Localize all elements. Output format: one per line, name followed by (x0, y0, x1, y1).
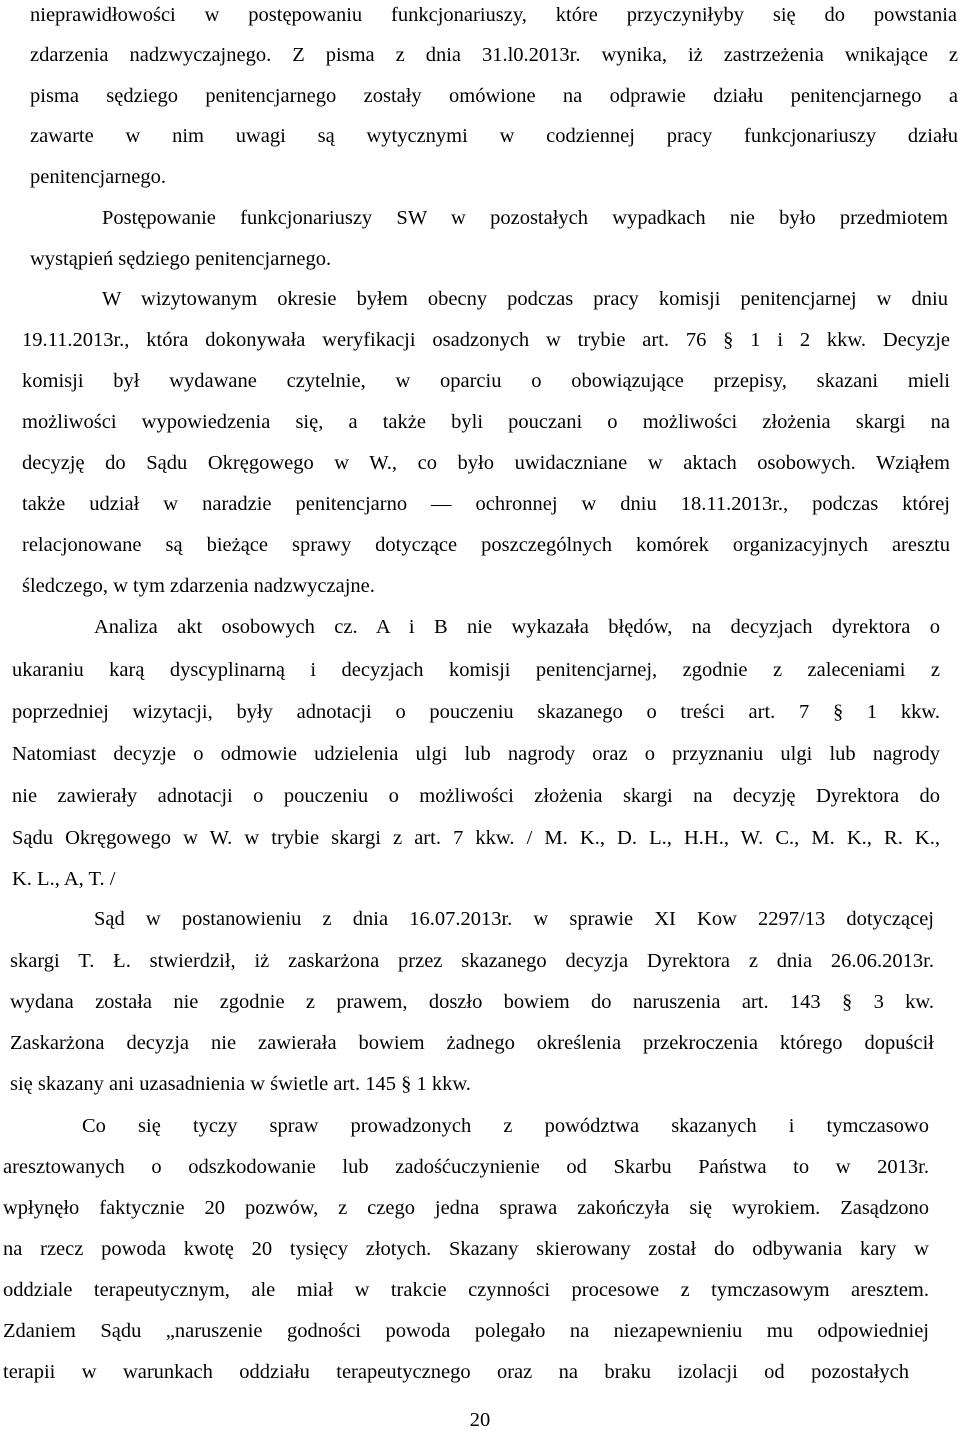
text-line: śledczego, w tym zdarzenia nadzwyczajne. (22, 575, 375, 597)
text-line: wydana została nie zgodnie z prawem, doszło bowiem do naruszenia art. 143 § 3 kw. (10, 991, 934, 1013)
text-line: nieprawidłowości w postępowaniu funkcjonariuszy, które przyczyniłyby się do powstania (30, 4, 957, 26)
text-line: Sądu Okręgowego w W. w trybie skargi z art. 7 kkw. / M. K., D. L., H.H., W. C., M. K., R. K., (12, 827, 940, 849)
text-line: 19.11.2013r., która dokonywała weryfikacji osadzonych w trybie art. 76 § 1 i 2 kkw. Decyzje (22, 329, 950, 351)
text-line: wystąpień sędziego penitencjarnego. (30, 248, 332, 270)
text-line: relacjonowane są bieżące sprawy dotyczące poszczególnych komórek organizacyjnych aresztu (22, 534, 950, 556)
text-line: zawarte w nim uwagi są wytycznymi w codziennej pracy funkcjonariuszy działu (30, 125, 958, 147)
text-line: się skazany ani uzasadnienia w świetle art. 145 § 1 kkw. (10, 1073, 471, 1095)
text-line: pisma sędziego penitencjarnego zostały omówione na odprawie działu penitencjarnego a (30, 85, 958, 107)
text-line: komisji był wydawane czytelnie, w oparciu o obowiązujące przepisy, skazani mieli (22, 370, 950, 392)
text-line: Zdaniem Sądu „naruszenie godności powoda polegało na niezapewnieniu mu odpowiedniej (3, 1320, 929, 1342)
text-line: K. L., A, T. / (12, 868, 116, 890)
text-line: Natomiast decyzje o odmowie udzielenia ulgi lub nagrody oraz o przyznaniu ulgi lub nagrody (12, 743, 940, 765)
text-line: penitencjarnego. (30, 166, 167, 188)
text-line: możliwości wypowiedzenia się, a także byli pouczani o możliwości złożenia skargi na (22, 411, 950, 433)
text-line: terapii w warunkach oddziału terapeutycznego oraz na braku izolacji od pozostałych (3, 1361, 909, 1383)
text-line: poprzedniej wizytacji, były adnotacji o pouczeniu skazanego o treści art. 7 § 1 kkw. (12, 701, 940, 723)
text-line: Co się tyczy spraw prowadzonych z powództwa skazanych i tymczasowo (82, 1115, 929, 1137)
text-line: także udział w naradzie penitencjarno — ochronnej w dniu 18.11.2013r., podczas której (22, 493, 950, 515)
text-line: skargi T. Ł. stwierdził, iż zaskarżona przez skazanego decyzja Dyrektora z dnia 26.06.2013r. (10, 950, 934, 972)
text-line: ukaraniu karą dyscyplinarną i decyzjach komisji penitencjarnej, zgodnie z zaleceniami z (12, 659, 940, 681)
text-line: oddziale terapeutycznym, ale miał w trakcie czynności procesowe z tymczasowym aresztem. (3, 1279, 929, 1301)
text-line: Zaskarżona decyzja nie zawierała bowiem żadnego określenia przekroczenia którego dopuścił (10, 1032, 934, 1054)
text-line: zdarzenia nadzwyczajnego. Z pisma z dnia 31.l0.2013r. wynika, iż zastrzeżenia wnikające z (30, 44, 958, 66)
text-line: nie zawierały adnotacji o pouczeniu o możliwości złożenia skargi na decyzję Dyrektora do (12, 785, 940, 807)
text-line: Analiza akt osobowych cz. A i B nie wykazała błędów, na decyzjach dyrektora o (94, 616, 940, 638)
text-line: W wizytowanym okresie byłem obecny podczas pracy komisji penitencjarnej w dniu (102, 288, 948, 310)
text-line: Postępowanie funkcjonariuszy SW w pozostałych wypadkach nie było przedmiotem (102, 207, 948, 229)
page-number: 20 (469, 1409, 491, 1431)
text-line: na rzecz powoda kwotę 20 tysięcy złotych. Skazany skierowany został do odbywania kary w (3, 1238, 929, 1260)
text-line: decyzję do Sądu Okręgowego w W., co było uwidaczniane w aktach osobowych. Wziąłem (22, 452, 950, 474)
text-line: aresztowanych o odszkodowanie lub zadośćuczynienie od Skarbu Państwa to w 2013r. (3, 1156, 929, 1178)
text-line: wpłynęło faktycznie 20 pozwów, z czego jedna sprawa zakończyła się wyrokiem. Zasądzono (3, 1197, 929, 1219)
text-line: Sąd w postanowieniu z dnia 16.07.2013r. w sprawie XI Kow 2297/13 dotyczącej (94, 908, 934, 930)
